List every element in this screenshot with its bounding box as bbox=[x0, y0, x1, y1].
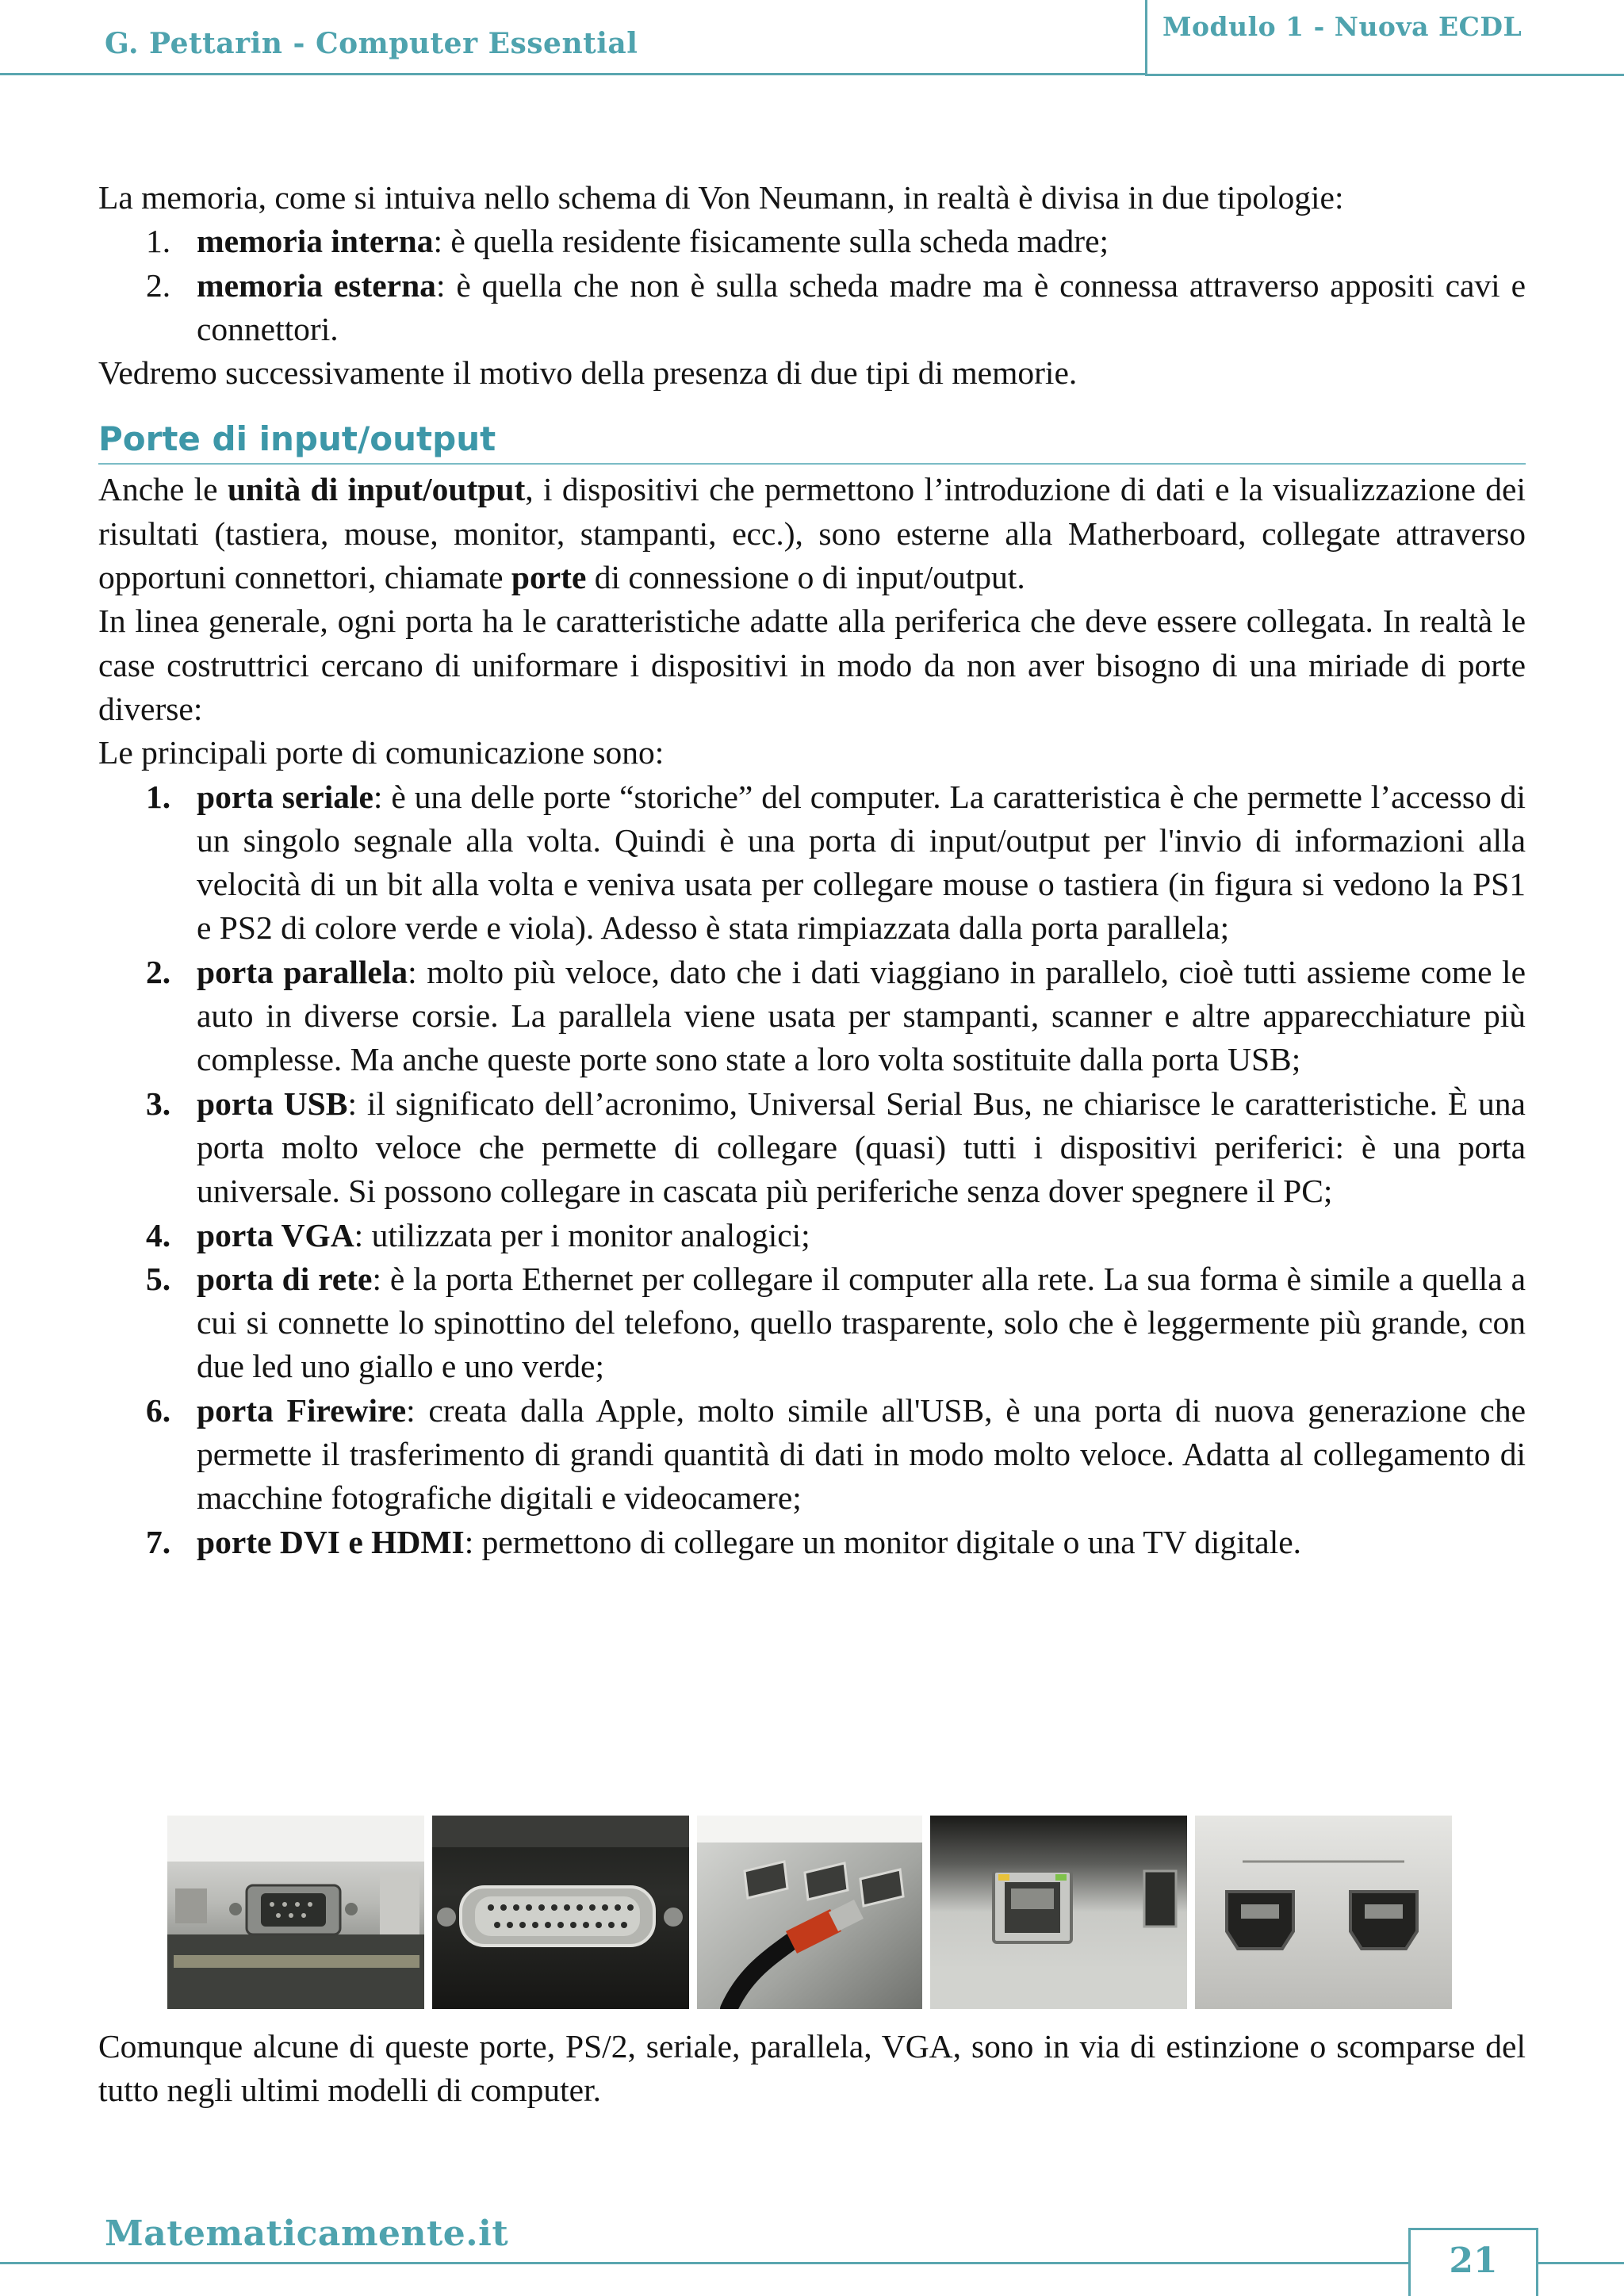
list-item: 1. memoria interna: è quella residente fisicamente sulla scheda madre; bbox=[146, 223, 1109, 260]
ethernet-port-photo bbox=[930, 1816, 1187, 2009]
firewire-port-photo bbox=[1195, 1816, 1452, 2009]
memory-list bbox=[98, 220, 1526, 351]
usb-port-photo bbox=[697, 1816, 922, 2009]
intro-closing: Vedremo successivamente il motivo della presenza di due tipi di memorie. bbox=[98, 354, 1078, 392]
list-item: 3. porta USB: il significato dell’acronimo, Universal Serial Bus, ne chiarisce le caratteristiche. È una porta molto veloce che permette di collegare (quasi) tutti i dispositivi periferici: è una porta universale. Si possono collegare in cascata più periferiche senza dover spegnere il PC; bbox=[146, 1085, 1526, 1210]
vga-port-photo bbox=[167, 1816, 424, 2009]
intro-paragraph: La memoria, come si intuiva nello schema di Von Neumann, in realtà è divisa in due tipologie: bbox=[98, 179, 1344, 216]
header-rule bbox=[0, 73, 1147, 75]
header-title: G. Pettarin - Computer Essential bbox=[105, 27, 638, 60]
section-heading: Porte di input/output bbox=[98, 417, 1526, 465]
list-item: 1. porta seriale: è una delle porte “storiche” del computer. La caratteristica è che permette l’accesso di un singolo segnale alla volta. Quindi è una porta di input/output per l'invio di informazioni alla velocità di un bit alla volta e veniva usata per collegare mouse o tastiera (in figura si vedono la PS1 e PS2 di colore verde e viola). Adesso è stata rimpiazzata dalla porta parallela; bbox=[146, 778, 1526, 947]
page-number: 21 bbox=[1449, 2241, 1498, 2281]
footer-rule-right bbox=[1536, 2262, 1624, 2264]
list-item: 2. memoria esterna: è quella che non è sulla scheda madre ma è connessa attraverso appositi cavi e connettori. bbox=[146, 266, 1526, 347]
section-paragraph-3: Le principali porte di comunicazione sono: bbox=[98, 734, 665, 771]
footer-rule bbox=[0, 2262, 1410, 2264]
list-item: 4. porta VGA: utilizzata per i monitor analogici; bbox=[146, 1216, 810, 1253]
ports-list bbox=[98, 775, 1526, 1564]
list-item: 2. porta parallela: molto più veloce, dato che i dati viaggiano in parallelo, cioè tutti assieme come le auto in diverse corsie. La parallela viene usata per stampanti, scanner e altre apparecchiature più complesse. Ma anche queste porte sono state a loro volta sostituite dalla porta USB; bbox=[146, 953, 1526, 1078]
list-item: 5. porta di rete: è la porta Ethernet per collegare il computer alla rete. La sua forma è simile a quella a cui si connette lo spinottino del telefono, quello trasparente, solo che è leggermente più grande, con due led uno giallo e uno verde; bbox=[146, 1260, 1526, 1385]
list-item: 7. porte DVI e HDMI: permettono di collegare un monitor digitale o una TV digitale. bbox=[146, 1523, 1302, 1560]
section-paragraph-2: In linea generale, ogni porta ha le caratteristiche adatte alla periferica che deve essere collegata. In realtà le case costruttrici cercano di uniformare i dispositivi in modo da non aver bisogno di una miriade di porte diverse: bbox=[98, 603, 1526, 727]
list-item: 6. porta Firewire: creata dalla Apple, molto simile all'USB, è una porta di nuova generazione che permette il trasferimento di grandi quantità di dati in modo molto veloce. Adatta al collegamento di macchine fotografiche digitali e videocamere; bbox=[146, 1391, 1526, 1517]
closing-paragraph: Comunque alcune di queste porte, PS/2, seriale, parallela, VGA, sono in via di estinzione o scomparse del tutto negli ultimi modelli di computer. bbox=[98, 2028, 1526, 2109]
header-module: Modulo 1 - Nuova ECDL bbox=[1162, 11, 1522, 42]
page-content bbox=[98, 176, 1526, 1564]
section-paragraph-1: Anche le unità di input/output, i dispositivi che permettono l’introduzione di dati e la visualizzazione dei risultati (tastiera, mouse, monitor, stampanti, ecc.), sono esterne alla Matherboard, collegate attraverso opportuni connettori, chiamate porte di connessione o di input/output. bbox=[98, 471, 1526, 596]
footer-site: Matematicamente.it bbox=[105, 2214, 509, 2254]
parallel-port-photo bbox=[432, 1816, 689, 2009]
